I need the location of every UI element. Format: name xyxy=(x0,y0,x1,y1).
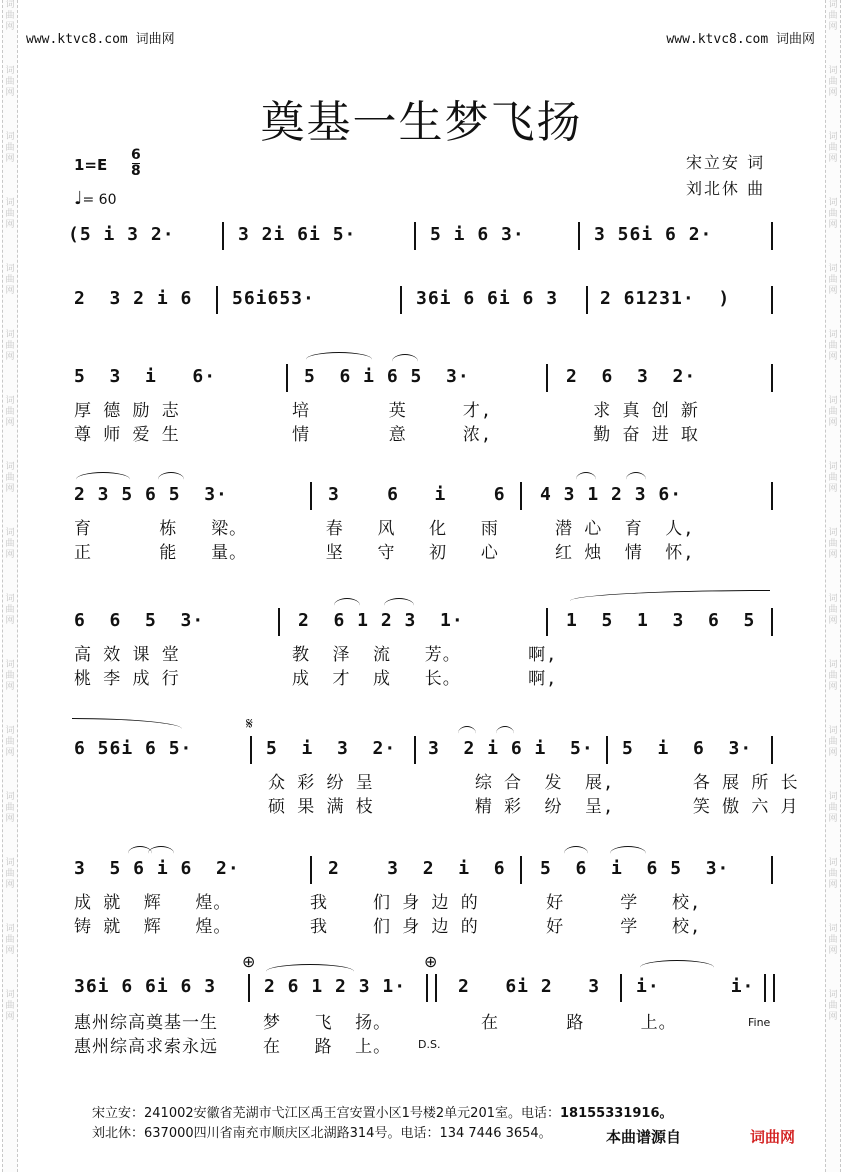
lyric-line-2: 尊 师 爱 生 情 意 浓, 勤 奋 进 取 xyxy=(74,425,699,445)
double-barline xyxy=(426,974,437,1002)
right-watermark-strip: 词 曲 网 词 曲 网 词 曲 网 词 曲 网 词 曲 网 词 曲 网 词 曲 网 词 曲 网 词 曲 网 词 曲 网 词 曲 网 词 曲 网 词 曲 网 词 曲 网 词 曲 网 词 曲 网 xyxy=(825,0,841,1172)
lyric-line-1: 育 栋 梁。 春 风 化 雨 潜 心 育 人, xyxy=(74,519,695,539)
segno-icon: 𝄋 xyxy=(246,714,253,733)
barline xyxy=(310,856,312,884)
measure: i· i· xyxy=(636,976,755,997)
measure: 36i 6 6i 6 3 xyxy=(74,976,217,997)
barline xyxy=(606,736,608,764)
measure: 2 6 3 2· xyxy=(566,366,697,387)
measure: 2 3 5 6 5 3· xyxy=(74,484,228,505)
lyricist-phone: 18155331916。 xyxy=(559,1106,673,1121)
composer-contact: 刘北休：637000四川省南充市顺庆区北湖路314号。电话：134 7446 3654。 xyxy=(92,1126,552,1141)
song-title: 奠基一生梦飞扬 xyxy=(260,97,583,148)
lyric-line-2: 正 能 量。 坚 守 初 心 红 烛 情 怀, xyxy=(74,543,695,563)
lyric-line-1: 厚 德 励 志 培 英 才, 求 真 创 新 xyxy=(74,401,699,421)
lyricist-contact xyxy=(92,1102,672,1121)
site-url-right[interactable]: www.ktvc8.com 词曲网 xyxy=(666,32,815,47)
barline xyxy=(310,482,312,510)
measure: 1 5 1 3 6 5 xyxy=(566,610,756,631)
barline xyxy=(771,856,773,884)
lyric-line-2: 硕 果 满 枝 精 彩 纷 呈, 笑 傲 六 月 xyxy=(268,797,799,817)
slur xyxy=(640,960,714,975)
measure: 3 2 i 6 i 5· xyxy=(428,738,594,759)
meter-top: 6 xyxy=(131,147,141,163)
slur xyxy=(72,718,182,729)
barline xyxy=(771,608,773,636)
barline xyxy=(414,222,416,250)
final-barline xyxy=(764,974,775,1002)
measure: 6 6 5 3· xyxy=(74,610,205,631)
site-url-left[interactable]: www.ktvc8.com 词曲网 xyxy=(26,32,175,47)
measure: 2 3 2 i 6 xyxy=(328,858,506,879)
barline xyxy=(771,482,773,510)
lyric-line-2: 铸 就 辉 煌。 我 们 身 边 的 好 学 校, xyxy=(74,917,702,937)
measure: 36i 6 6i 6 3 xyxy=(416,288,559,309)
barline xyxy=(400,286,402,314)
quarter-note-icon: ♩ xyxy=(74,188,83,209)
lyric-line-1: 高 效 课 堂 教 泽 流 芳。 啊, xyxy=(74,645,558,665)
barline xyxy=(771,286,773,314)
barline xyxy=(586,286,588,314)
barline xyxy=(222,222,224,250)
measure: 5 i 6 3· xyxy=(622,738,753,759)
barline xyxy=(620,974,622,1002)
coda-icon: ⊕ xyxy=(242,952,256,971)
barline xyxy=(248,974,250,1002)
key-signature: 1=E xyxy=(74,156,108,174)
barline xyxy=(771,364,773,392)
measure: 3 5 6 i 6 2· xyxy=(74,858,240,879)
left-watermark-strip: 词 曲 网 词 曲 网 词 曲 网 词 曲 网 词 曲 网 词 曲 网 词 曲 网 词 曲 网 词 曲 网 词 曲 网 词 曲 网 词 曲 网 词 曲 网 词 曲 网 词 曲 网 词 曲 网 xyxy=(2,0,18,1172)
lyric-line-1: 众 彩 纷 呈 综 合 发 展, 各 展 所 长 xyxy=(268,773,799,793)
barline xyxy=(278,608,280,636)
barline xyxy=(286,364,288,392)
measure: 2 6 1 2 3 1· xyxy=(264,976,407,997)
source-label: 本曲谱源自 xyxy=(606,1128,682,1146)
barline xyxy=(546,364,548,392)
barline xyxy=(546,608,548,636)
lyric-line-2: 惠州综高求索永远 在 路 上。 xyxy=(74,1037,392,1057)
measure: 6 56i 6 5· xyxy=(74,738,193,759)
measure: 2 3 2 i 6 xyxy=(74,288,193,309)
barline xyxy=(771,222,773,250)
barline xyxy=(520,482,522,510)
measure: 3 6 i 6 xyxy=(328,484,506,505)
lyricist-credit: 宋立安 词 xyxy=(686,153,766,172)
barline xyxy=(216,286,218,314)
measure: 5 3 i 6· xyxy=(74,366,217,387)
measure: 5 6 i 6 5 3· xyxy=(304,366,470,387)
brand-link[interactable]: 词曲网 xyxy=(750,1128,796,1146)
barline xyxy=(771,736,773,764)
barline xyxy=(250,736,252,764)
time-signature xyxy=(131,148,141,179)
barline xyxy=(520,856,522,884)
ds-marking: D.S. xyxy=(418,1038,441,1051)
lyric-line-2: 桃 李 成 行 成 才 成 长。 啊, xyxy=(74,669,558,689)
barline xyxy=(414,736,416,764)
measure: 3 2i 6i 5· xyxy=(238,224,357,245)
lyric-line-1: 惠州综高奠基一生 梦 飞 扬。 在 路 上。 xyxy=(74,1013,677,1033)
measure: 4 3 1 2 3 6· xyxy=(540,484,683,505)
measure: 2 6i 2 3 xyxy=(458,976,601,997)
measure: 5 i 6 3· xyxy=(430,224,525,245)
measure: 5 6 i 6 5 3· xyxy=(540,858,730,879)
measure: 5 i 3 2· xyxy=(266,738,397,759)
coda-icon: ⊕ xyxy=(424,952,438,971)
tempo-value: = 60 xyxy=(82,192,117,208)
composer-credit: 刘北休 曲 xyxy=(686,179,766,198)
meter-bottom: 8 xyxy=(131,163,141,179)
tempo-marking xyxy=(74,188,117,209)
lyricist-address: 宋立安：241002安徽省芜湖市弋江区禹王宫安置小区1号楼2单元201室。电话： xyxy=(92,1106,560,1121)
slur xyxy=(570,590,770,601)
measure: (5 i 3 2· xyxy=(68,224,175,245)
measure: 56i653· xyxy=(232,288,315,309)
measure: 2 6 1 2 3 1· xyxy=(298,610,464,631)
measure: 3 56i 6 2· xyxy=(594,224,713,245)
slur xyxy=(306,352,372,367)
fine-marking: Fine xyxy=(748,1016,771,1029)
measure: 2 61231· ) xyxy=(600,288,731,309)
lyric-line-1: 成 就 辉 煌。 我 们 身 边 的 好 学 校, xyxy=(74,893,702,913)
barline xyxy=(578,222,580,250)
